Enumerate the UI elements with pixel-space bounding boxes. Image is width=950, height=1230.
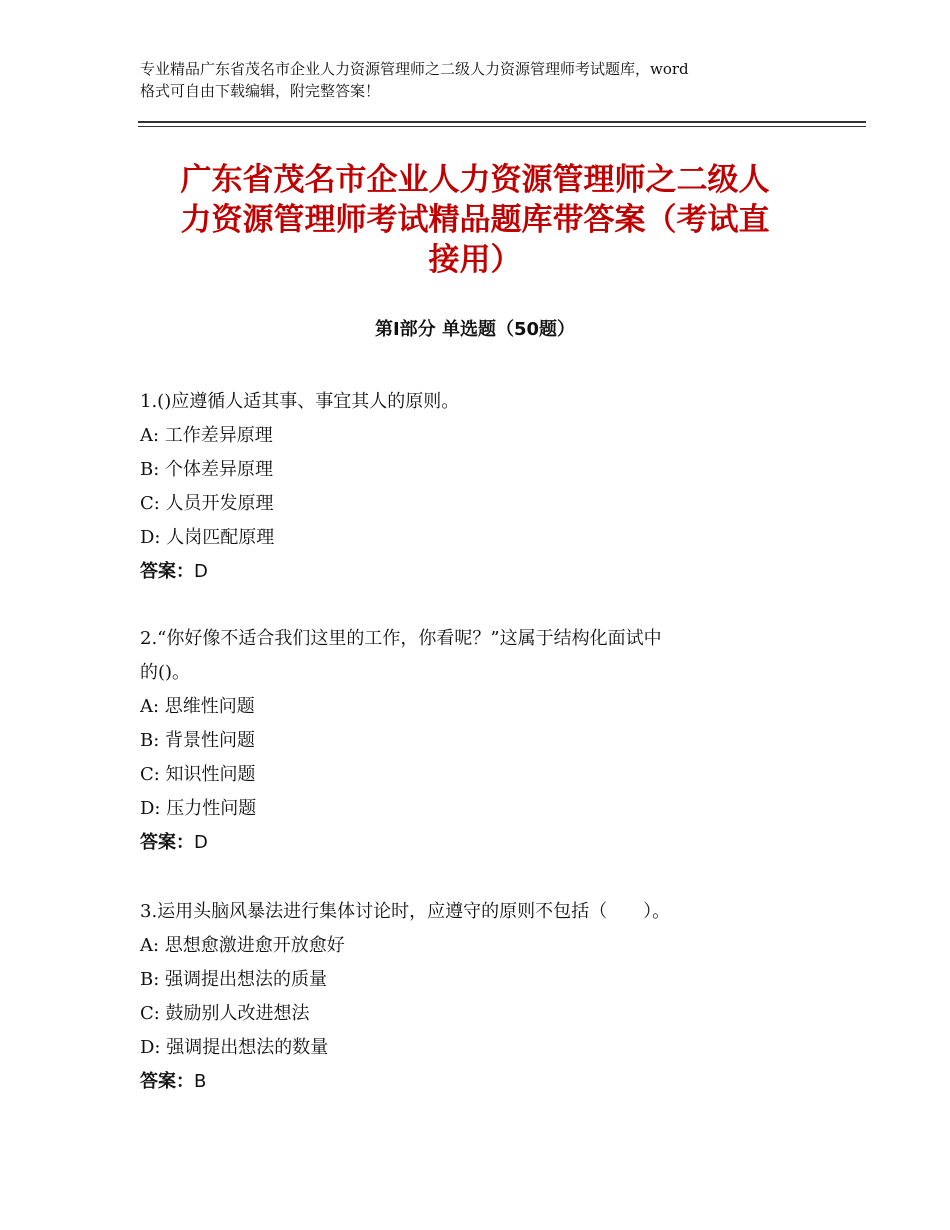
question-option-c: C: 人员开发原理	[140, 493, 274, 514]
header-rule-thin	[138, 126, 866, 127]
question-stem: 3.运用头脑风暴法进行集体讨论时，应遵守的原则不包括（ ）。	[140, 901, 671, 922]
document-title-line: 广东省茂名市企业人力资源管理师之二级人	[180, 162, 770, 198]
answer-label: 答案：	[140, 561, 194, 582]
question-option-b: B: 强调提出想法的质量	[140, 969, 328, 990]
question-option-d: D: 人岗匹配原理	[140, 527, 275, 548]
question-option-b: B: 个体差异原理	[140, 459, 274, 480]
question-option-d: D: 强调提出想法的数量	[140, 1037, 329, 1058]
answer-value: D	[194, 832, 208, 853]
question-stem: 1.()应遵循人适其事、事宜其人的原则。	[140, 391, 460, 412]
question-3	[140, 895, 820, 1099]
header-note-line: 专业精品广东省茂名市企业人力资源管理师之二级人力资源管理师考试题库，word	[140, 60, 689, 78]
question-stem-continued: 的()。	[140, 662, 191, 683]
question-stem: 2.“你好像不适合我们这里的工作，你看呢？”这属于结构化面试中	[140, 628, 662, 649]
document-title	[140, 160, 810, 280]
document-title-line: 接用）	[428, 242, 522, 278]
question-answer	[140, 1065, 820, 1099]
question-option-c: C: 知识性问题	[140, 764, 256, 785]
header-rule-thick	[138, 121, 866, 123]
question-option-d: D: 压力性问题	[140, 798, 257, 819]
question-option-a: A: 思维性问题	[140, 696, 255, 717]
question-answer	[140, 555, 820, 589]
question-option-c: C: 鼓励别人改进想法	[140, 1003, 310, 1024]
question-option-b: B: 背景性问题	[140, 730, 256, 751]
answer-label: 答案：	[140, 1071, 194, 1092]
header-note	[140, 58, 820, 102]
document-title-line: 力资源管理师考试精品题库带答案（考试直	[180, 202, 770, 238]
question-1	[140, 385, 820, 589]
question-2	[140, 622, 820, 860]
answer-label: 答案：	[140, 832, 194, 853]
question-option-a: A: 思想愈激进愈开放愈好	[140, 935, 345, 956]
header-note-line: 格式可自由下载编辑，附完整答案！	[140, 82, 381, 100]
answer-value: B	[194, 1071, 207, 1092]
section-title: 第Ⅰ部分 单选题（50题）	[374, 319, 575, 340]
question-option-a: A: 工作差异原理	[140, 425, 273, 446]
answer-value: D	[194, 561, 208, 582]
question-answer	[140, 826, 820, 860]
